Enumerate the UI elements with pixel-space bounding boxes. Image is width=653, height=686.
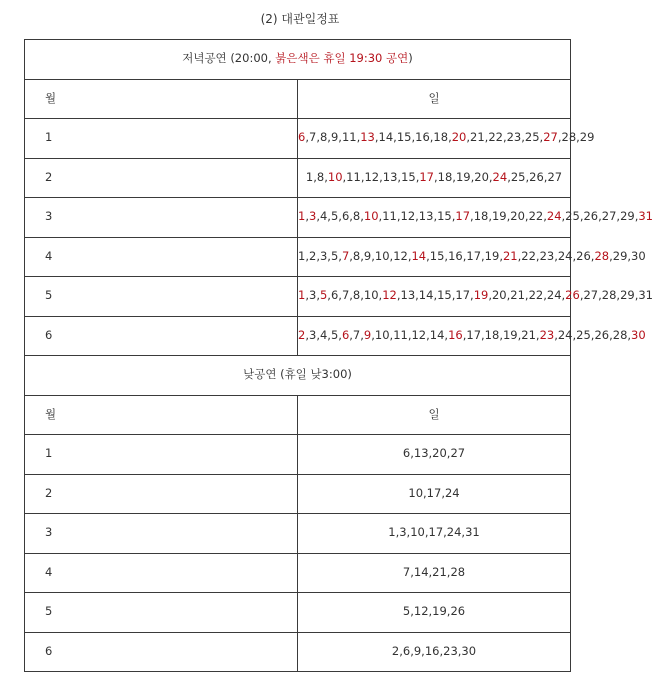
- day: 20: [510, 209, 525, 224]
- day: 10: [374, 327, 390, 342]
- day: 9: [330, 130, 339, 145]
- evening-days-cell: 1,2,3,5,7,8,9,10,12,14,15,16,17,19,21,22,23,24,26,28,29,30: [298, 237, 571, 277]
- day: 19: [455, 169, 471, 184]
- holiday-day: 28: [594, 248, 610, 263]
- matinee-header-row: [25, 395, 571, 435]
- day: 24: [557, 327, 573, 342]
- schedule-caption: (2) 대관일정표: [260, 12, 340, 26]
- holiday-day: 10: [363, 209, 379, 224]
- day: 29: [620, 288, 635, 303]
- holiday-day: 24: [492, 169, 508, 184]
- holiday-day: 21: [502, 248, 518, 263]
- day: 25: [524, 130, 540, 145]
- matinee-month-header: 월: [25, 395, 298, 435]
- holiday-day: 10: [327, 169, 343, 184]
- day: 24: [557, 248, 573, 263]
- evening-row: [25, 316, 571, 356]
- day: 15: [429, 248, 445, 263]
- day: 26: [594, 327, 610, 342]
- holiday-day: 20: [451, 130, 467, 145]
- evening-month-header: 월: [25, 79, 298, 119]
- day: 16: [448, 248, 463, 263]
- holiday-day: 17: [455, 209, 471, 224]
- day: 10: [363, 288, 379, 303]
- day: 18: [484, 327, 500, 342]
- day: 22: [488, 130, 503, 145]
- day: 13: [382, 169, 398, 184]
- holiday-day: 3: [308, 209, 317, 224]
- day: 3: [308, 288, 317, 303]
- day: 12: [393, 248, 408, 263]
- day: 21: [510, 288, 525, 303]
- holiday-day: 23: [539, 327, 555, 342]
- day: 21: [521, 327, 536, 342]
- matinee-days-cell: 6,13,20,27: [298, 435, 571, 475]
- evening-row: [25, 198, 571, 238]
- day: 7: [352, 327, 361, 342]
- holiday-day: 1: [298, 288, 306, 303]
- holiday-day: 9: [363, 327, 372, 342]
- day: 27: [601, 209, 617, 224]
- day: 19: [484, 248, 500, 263]
- day: 4: [319, 327, 328, 342]
- day: 4: [319, 209, 328, 224]
- day: 8: [352, 209, 361, 224]
- matinee-row: [25, 553, 571, 593]
- holiday-day: 14: [411, 248, 427, 263]
- holiday-day: 26: [565, 288, 580, 303]
- day: 27: [547, 169, 563, 184]
- day: 26: [576, 248, 591, 263]
- holiday-day: 12: [382, 288, 397, 303]
- day: 25: [565, 209, 580, 224]
- holiday-day: 16: [448, 327, 463, 342]
- day: 5: [330, 248, 339, 263]
- day: 12: [400, 209, 416, 224]
- holiday-day: 7: [341, 248, 350, 263]
- day: 24: [546, 288, 562, 303]
- day: 13: [400, 288, 416, 303]
- matinee-month-cell: 2: [25, 474, 298, 514]
- day: 8: [352, 248, 361, 263]
- holiday-day: 17: [419, 169, 434, 184]
- day: 30: [631, 248, 646, 263]
- matinee-month-cell: 4: [25, 553, 298, 593]
- day: 17: [455, 288, 471, 303]
- evening-row: [25, 277, 571, 317]
- day: 14: [378, 130, 394, 145]
- day: 20: [474, 169, 489, 184]
- holiday-day: 6: [341, 327, 350, 342]
- day: 15: [437, 209, 452, 224]
- day: 26: [529, 169, 544, 184]
- day: 18: [437, 169, 453, 184]
- day: 11: [393, 327, 408, 342]
- day: 19: [491, 209, 507, 224]
- day: 17: [466, 248, 482, 263]
- matinee-days-cell: 7,14,21,28: [298, 553, 571, 593]
- evening-month-cell: 1: [25, 119, 298, 159]
- day: 5: [330, 327, 339, 342]
- day: 11: [382, 209, 397, 224]
- evening-month-cell: 6: [25, 316, 298, 356]
- matinee-month-cell: 5: [25, 593, 298, 633]
- evening-row: [25, 158, 571, 198]
- evening-row: [25, 119, 571, 159]
- day: 12: [364, 169, 380, 184]
- day: 20: [491, 288, 507, 303]
- day: 17: [466, 327, 482, 342]
- evening-title-prefix: 저녁공연 (20:00,: [182, 51, 276, 66]
- day: 7: [308, 130, 317, 145]
- day: 25: [510, 169, 526, 184]
- day: 6: [341, 209, 350, 224]
- matinee-row: [25, 514, 571, 554]
- day: 15: [396, 130, 412, 145]
- day: 23: [539, 248, 555, 263]
- day: 22: [528, 288, 544, 303]
- day: 29: [620, 209, 635, 224]
- evening-title-row: [25, 40, 571, 80]
- matinee-days-cell: 1,3,10,17,24,31: [298, 514, 571, 554]
- day: 10: [374, 248, 390, 263]
- day: 5: [330, 209, 339, 224]
- holiday-day: 5: [319, 288, 328, 303]
- evening-days-cell: 2,3,4,5,6,7,9,10,11,12,14,16,17,18,19,21,23,24,25,26,28,30: [298, 316, 571, 356]
- matinee-days-cell: 5,12,19,26: [298, 593, 571, 633]
- evening-title: [25, 40, 571, 80]
- holiday-day: 30: [631, 327, 646, 342]
- matinee-title-row: [25, 356, 571, 396]
- matinee-month-cell: 1: [25, 435, 298, 475]
- evening-title-red-note: 붉은색은 휴일 19:30 공연: [275, 51, 409, 66]
- matinee-month-cell: 3: [25, 514, 298, 554]
- matinee-days-cell: 2,6,9,16,23,30: [298, 632, 571, 672]
- day: 28: [601, 288, 617, 303]
- day: 13: [418, 209, 434, 224]
- day: 6: [330, 288, 339, 303]
- day: 12: [411, 327, 427, 342]
- rental-schedule-table: [24, 39, 653, 672]
- matinee-title: 낮공연 (휴일 낮3:00): [25, 356, 571, 396]
- evening-month-cell: 5: [25, 277, 298, 317]
- evening-row: [25, 237, 571, 277]
- evening-day-header: 일: [298, 79, 571, 119]
- day: 8: [352, 288, 361, 303]
- day: 19: [502, 327, 518, 342]
- day: 15: [401, 169, 416, 184]
- day: 14: [429, 327, 445, 342]
- evening-month-cell: 4: [25, 237, 298, 277]
- day: 3: [308, 327, 317, 342]
- day: 25: [576, 327, 591, 342]
- day: 26: [583, 209, 599, 224]
- day: 28: [561, 130, 577, 145]
- day: 31: [638, 288, 653, 303]
- holiday-day: 1: [298, 209, 306, 224]
- matinee-days-cell: 10,17,24: [298, 474, 571, 514]
- day: 22: [528, 209, 544, 224]
- day: 7: [341, 288, 350, 303]
- holiday-day: 2: [298, 327, 306, 342]
- day: 11: [341, 130, 357, 145]
- holiday-day: 24: [546, 209, 562, 224]
- day: 14: [418, 288, 434, 303]
- evening-days-cell: 1,8,10,11,12,13,15,17,18,19,20,24,25,26,27: [298, 158, 571, 198]
- matinee-row: [25, 474, 571, 514]
- day: 28: [612, 327, 628, 342]
- day: 23: [506, 130, 522, 145]
- holiday-day: 13: [360, 130, 375, 145]
- holiday-day: 6: [298, 130, 306, 145]
- holiday-day: 19: [473, 288, 489, 303]
- day: 9: [363, 248, 372, 263]
- day: 16: [415, 130, 430, 145]
- day: 1: [298, 248, 306, 263]
- day: 2: [308, 248, 317, 263]
- holiday-day: 27: [543, 130, 558, 145]
- matinee-month-cell: 6: [25, 632, 298, 672]
- day: 18: [473, 209, 489, 224]
- evening-days-cell: 6,7,8,9,11,13,14,15,16,18,20,21,22,23,25,27,28,29: [298, 119, 571, 159]
- holiday-day: 31: [638, 209, 653, 224]
- day: 22: [521, 248, 536, 263]
- evening-month-cell: 3: [25, 198, 298, 238]
- day: 8: [319, 130, 328, 145]
- matinee-row: [25, 593, 571, 633]
- day: 1: [305, 169, 314, 184]
- evening-month-cell: 2: [25, 158, 298, 198]
- matinee-row: [25, 632, 571, 672]
- day: 8: [316, 169, 325, 184]
- evening-days-cell: 1,3,5,6,7,8,10,12,13,14,15,17,19,20,21,22,24,26,27,28,29,31: [298, 277, 571, 317]
- day: 29: [579, 130, 595, 145]
- evening-header-row: [25, 79, 571, 119]
- day: 15: [437, 288, 452, 303]
- evening-days-cell: 1,3,4,5,6,8,10,11,12,13,15,17,18,19,20,22,24,25,26,27,29,31: [298, 198, 571, 238]
- day: 27: [583, 288, 599, 303]
- day: 29: [612, 248, 628, 263]
- day: 21: [470, 130, 485, 145]
- day: 18: [433, 130, 449, 145]
- day: 11: [346, 169, 361, 184]
- day: 3: [319, 248, 328, 263]
- matinee-day-header: 일: [298, 395, 571, 435]
- evening-title-suffix: ): [408, 51, 413, 66]
- matinee-row: [25, 435, 571, 475]
